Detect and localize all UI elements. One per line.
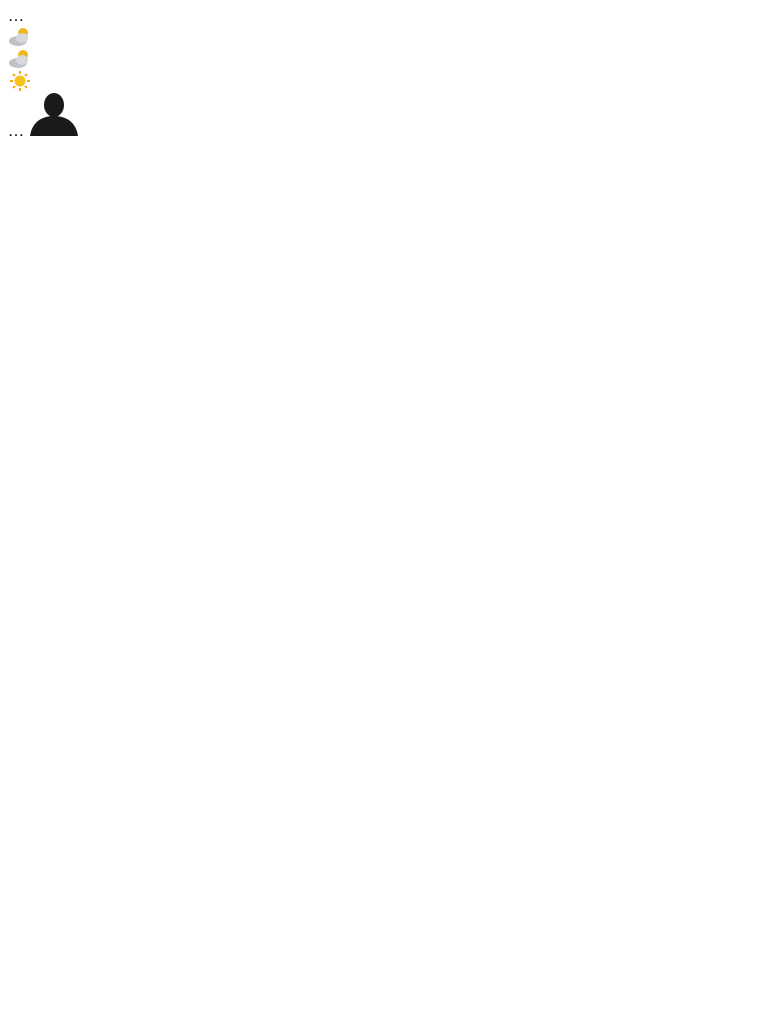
weather-day-today [8,26,760,48]
weather-day-tomorrow [8,48,760,70]
weather-widget [8,26,760,92]
weather-day-friday [8,70,760,92]
